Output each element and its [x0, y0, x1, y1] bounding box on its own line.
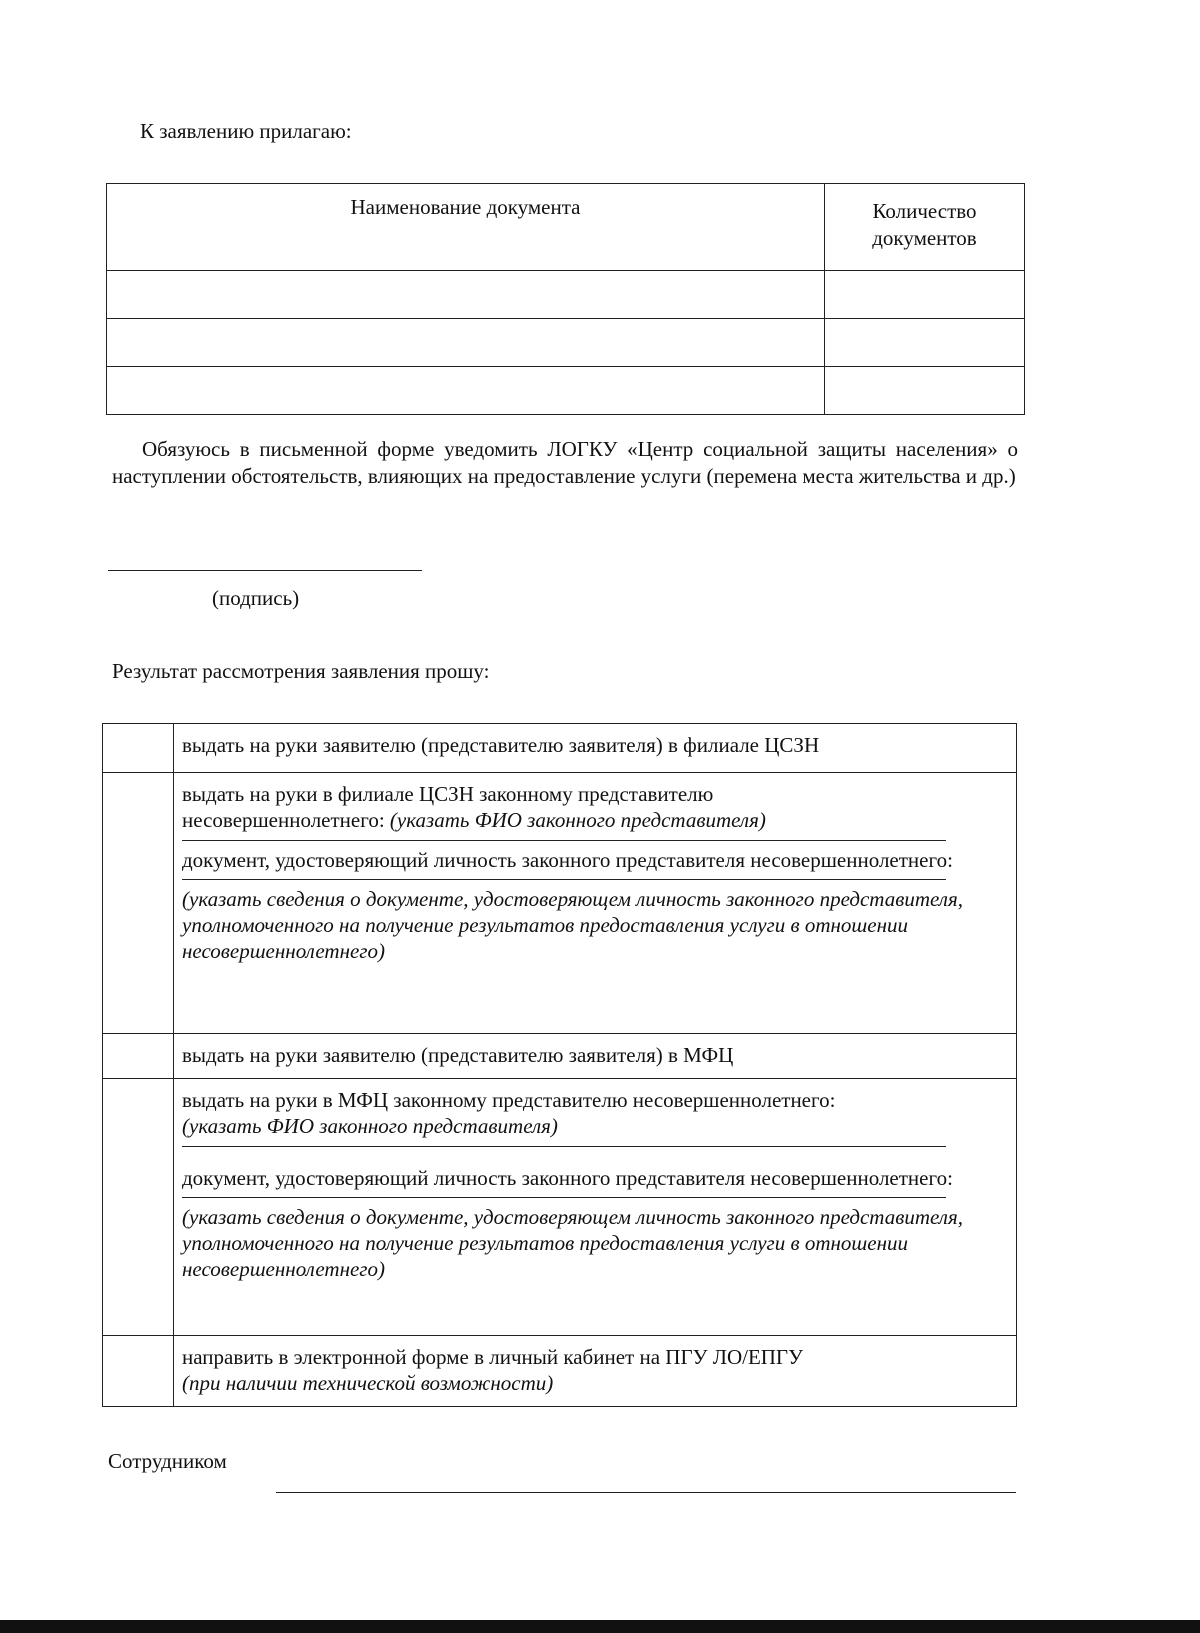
scan-edge-bar [0, 1620, 1200, 1633]
attachments-table [106, 183, 1025, 415]
column-header-count-line1: Количество [872, 199, 977, 223]
option-row-branch-applicant [103, 724, 1017, 773]
result-heading: Результат рассмотрения заявления прошу: [112, 659, 490, 683]
result-options-table [102, 723, 1017, 1407]
option-hint: (указать ФИО законного представителя) [389, 808, 766, 833]
table-row [107, 319, 1025, 367]
pledge-paragraph: Обязуюсь в письменной форме уведомить ЛОГКУ «Центр социальной защиты населения» о наступлении обстоятельств, влияющих на предоставление услуги (перемена места жительства и др.) [112, 437, 1018, 488]
option-hint: (указать ФИО законного представителя) [182, 1114, 558, 1139]
signature-label: (подпись) [212, 586, 300, 610]
legal-rep-document-label: документ, удостоверяющий личность законного представителя несовершеннолетнего: [182, 847, 953, 872]
legal-rep-document-line[interactable] [182, 1197, 946, 1198]
option-checkbox-cell[interactable] [103, 1336, 174, 1407]
option-text [174, 1034, 1017, 1079]
attachments-intro: К заявлению прилагаю: [140, 119, 352, 143]
option-hint: (при наличии технической возможности) [182, 1371, 554, 1396]
legal-rep-document-label: документ, удостоверяющий личность законного представителя несовершеннолетнего: [182, 1165, 953, 1190]
option-checkbox-cell[interactable] [103, 1079, 174, 1336]
table-row [107, 271, 1025, 319]
option-text [174, 1336, 1017, 1407]
option-row-mfc-applicant [103, 1034, 1017, 1079]
signature-line[interactable] [108, 570, 422, 571]
staff-signature-line[interactable] [276, 1492, 1016, 1493]
document-count-cell[interactable] [825, 367, 1025, 415]
option-row-electronic [103, 1336, 1017, 1407]
option-checkbox-cell[interactable] [103, 1034, 174, 1079]
staff-label: Сотрудником [108, 1449, 227, 1473]
document-name-cell[interactable] [107, 319, 825, 367]
option-checkbox-cell[interactable] [103, 773, 174, 1034]
column-header-document-count [825, 184, 1025, 271]
option-label-line1: выдать на руки в МФЦ законному представителю несовершеннолетнего: [182, 1088, 836, 1112]
option-text [174, 773, 1017, 1034]
option-label-line1: выдать на руки в филиале ЦСЗН законному представителю [182, 782, 714, 806]
option-label: направить в электронной форме в личный кабинет на ПГУ ЛО/ЕПГУ [182, 1345, 803, 1369]
option-text [174, 724, 1017, 773]
attachments-header-row [107, 184, 1025, 271]
option-label: выдать на руки заявителю (представителю заявителя) в филиале ЦСЗН [182, 733, 820, 757]
option-label-line2: несовершеннолетнего: (указать ФИО законного представителя) [182, 808, 766, 833]
column-header-count-line2: документов [872, 226, 977, 251]
legal-rep-name-line[interactable] [182, 840, 946, 841]
document-count-cell[interactable] [825, 271, 1025, 319]
option-text [174, 1079, 1017, 1336]
legal-rep-document-hint: (указать сведения о документе, удостоверяющем личность законного представителя, уполномоченного на получение результатов предоставления услуги в отношении несовершеннолетнего) [182, 1204, 963, 1282]
option-checkbox-cell[interactable] [103, 724, 174, 773]
option-label: выдать на руки заявителю (представителю заявителя) в МФЦ [182, 1043, 734, 1067]
document-count-cell[interactable] [825, 319, 1025, 367]
document-name-cell[interactable] [107, 271, 825, 319]
legal-rep-document-hint: (указать сведения о документе, удостоверяющем личность законного представителя, уполномоченного на получение результатов предоставления услуги в отношении несовершеннолетнего) [182, 886, 963, 964]
document-name-cell[interactable] [107, 367, 825, 415]
legal-rep-name-line[interactable] [182, 1146, 946, 1159]
option-row-mfc-legal-rep [103, 1079, 1017, 1336]
option-row-branch-legal-rep [103, 773, 1017, 1034]
legal-rep-document-line[interactable] [182, 879, 946, 880]
column-header-document-name: Наименование документа [107, 184, 825, 271]
table-row [107, 367, 1025, 415]
